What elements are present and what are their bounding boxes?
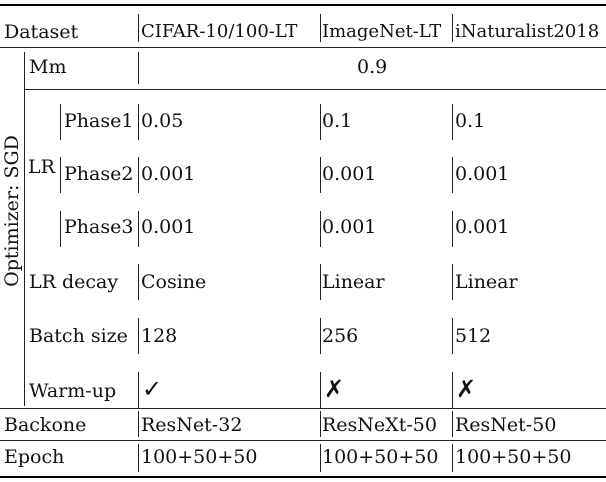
warmup-label: Warm-up: [29, 380, 117, 402]
cell-sep: [320, 411, 321, 437]
cell-sep: [138, 318, 139, 354]
cell-sep: [452, 411, 453, 437]
backbone-rule: [0, 440, 606, 441]
warmup-inat-cross-icon: ✗: [456, 375, 477, 403]
cell-sep: [138, 157, 139, 193]
warmup-rule: [0, 408, 606, 409]
phase2-label: Phase2: [64, 163, 134, 185]
phase3-label: Phase3: [64, 216, 134, 238]
cell-sep: [452, 318, 453, 354]
cell-sep: [452, 372, 453, 408]
batch-size-label: Batch size: [29, 325, 128, 347]
cell-sep: [452, 211, 453, 247]
backbone-inat: ResNet-50: [455, 414, 557, 436]
epoch-imagenet: 100+50+50: [322, 446, 439, 468]
cell-sep: [452, 264, 453, 300]
header-dataset: Dataset: [4, 21, 79, 43]
backbone-label: Backone: [4, 414, 87, 436]
cell-sep: [320, 211, 321, 247]
phase1-label: Phase1: [64, 110, 134, 132]
epoch-cifar: 100+50+50: [141, 446, 258, 468]
cell-sep: [320, 372, 321, 408]
phase1-cifar: 0.05: [141, 110, 184, 132]
cell-sep: [320, 157, 321, 193]
lr-decay-inat: Linear: [455, 271, 518, 293]
cell-sep: [452, 444, 453, 472]
phase1-imagenet: 0.1: [322, 110, 353, 132]
top-rule: [0, 4, 606, 6]
phase3-cifar: 0.001: [141, 216, 196, 238]
header-rule: [0, 47, 606, 48]
epoch-inat: 100+50+50: [455, 446, 572, 468]
lr-decay-imagenet: Linear: [322, 271, 385, 293]
phase2-imagenet: 0.001: [322, 163, 377, 185]
header-cifar: CIFAR-10/100-LT: [141, 21, 298, 42]
phase-sep: [60, 104, 61, 140]
header-imagenet: ImageNet-LT: [322, 21, 442, 42]
bottom-rule: [0, 476, 606, 478]
batch-size-inat: 512: [455, 325, 492, 347]
phase1-inat: 0.1: [455, 110, 486, 132]
backbone-imagenet: ResNeXt-50: [322, 414, 437, 436]
warmup-imagenet-cross-icon: ✗: [324, 375, 345, 403]
cell-sep: [452, 104, 453, 140]
cell-sep: [138, 104, 139, 140]
batch-size-cifar: 128: [141, 325, 178, 347]
cell-sep: [320, 318, 321, 354]
phase3-imagenet: 0.001: [322, 216, 377, 238]
mm-sep: [138, 52, 139, 84]
cell-sep: [320, 104, 321, 140]
warmup-cifar-check-icon: ✓: [142, 375, 163, 403]
col-sep-1: [138, 14, 139, 42]
backbone-cifar: ResNet-32: [141, 414, 243, 436]
opt-sep: [24, 52, 25, 406]
lr-decay-cifar: Cosine: [141, 271, 207, 293]
epoch-label: Epoch: [4, 446, 65, 468]
mm-label: Mm: [29, 56, 67, 78]
mm-value: 0.9: [357, 56, 388, 78]
lr-label: LR: [28, 156, 55, 178]
optimizer-label: Optimizer: SGD: [1, 135, 23, 287]
cell-sep: [320, 264, 321, 300]
phase2-inat: 0.001: [455, 163, 510, 185]
batch-size-imagenet: 256: [322, 325, 359, 347]
cell-sep: [452, 157, 453, 193]
header-inat: iNaturalist2018: [455, 21, 600, 42]
phase-sep: [60, 211, 61, 247]
cell-sep: [138, 211, 139, 247]
mm-rule: [24, 89, 606, 90]
cell-sep: [138, 372, 139, 408]
phase-sep: [60, 157, 61, 193]
phase2-cifar: 0.001: [141, 163, 196, 185]
col-sep-2: [320, 14, 321, 42]
phase3-inat: 0.001: [455, 216, 510, 238]
cell-sep: [138, 444, 139, 472]
lr-decay-label: LR decay: [29, 271, 119, 293]
col-sep-3: [452, 14, 453, 42]
cell-sep: [138, 264, 139, 300]
cell-sep: [138, 411, 139, 437]
cell-sep: [320, 444, 321, 472]
